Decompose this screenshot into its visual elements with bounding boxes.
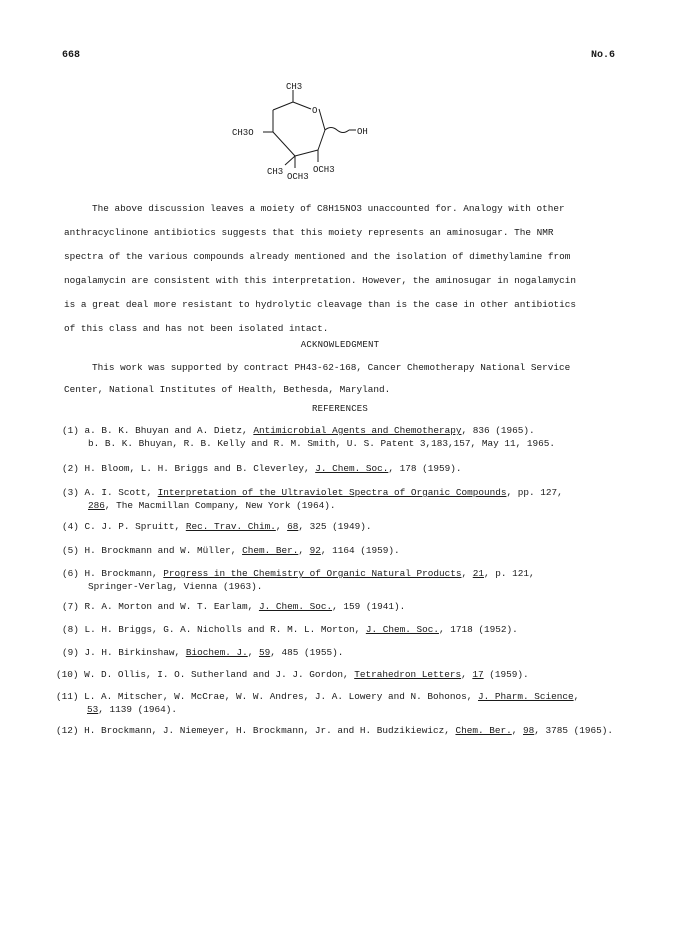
reference-3: (3) A. I. Scott, Interpretation of the Ultraviolet Spectra of Organic Compounds, pp. 127, 286, The Macmillan Company, New York (1964). [62,487,563,511]
reference-journal: Chem. Ber. [242,545,299,556]
bottom-methoxy-right-label: OCH3 [313,165,335,175]
reference-9: (9) J. H. Birkinshaw, Biochem. J., 59, 485 (1955). [62,647,344,658]
reference-journal: Rec. Trav. Chim. [185,521,276,532]
body-line: anthracyclinone antibiotics suggests that this moiety represents an aminosugar. The NMR [64,227,554,238]
acknowledgment-line: Center, National Institutes of Health, Bethesda, Maryland. [64,384,391,395]
reference-title: Progress in the Chemistry of Organic Natural Products [163,568,462,579]
reference-number: (7) [62,601,79,612]
body-line: of this class and has not been isolated intact. [64,323,329,334]
reference-journal: Tetrahedron Letters [354,669,462,680]
body-line: The above discussion leaves a moiety of C8H15NO3 unaccounted for. Analogy with other [92,203,565,214]
reference-number: (1) [62,425,79,436]
reference-number: (11) [56,691,79,702]
reference-number: (8) [62,624,79,635]
reference-8: (8) L. H. Briggs, G. A. Nicholls and R. M. L. Morton, J. Chem. Soc., 1718 (1952). [62,624,518,635]
reference-title: Interpretation of the Ultraviolet Spectra of Organic Compounds [157,487,507,498]
reference-1: (1) a. B. K. Bhuyan and A. Dietz, Antimicrobial Agents and Chemotherapy, 836 (1965). b. B. K. Bhuyan, R. B. Kelly and R. M. Smith, U. S. Patent 3,183,157, May 11, 1965. [62,425,555,449]
reference-journal: J. Chem. Soc. [258,601,333,612]
reference-number: (6) [62,568,79,579]
reference-journal: J. Chem. Soc. [315,463,389,474]
reference-number: (3) [62,487,79,498]
acknowledgment-paragraph [64,357,604,401]
reference-journal: Biochem. J. [185,647,248,658]
body-line: spectra of the various compounds already mentioned and the isolation of dimethylamine from [64,251,571,262]
references-heading: REFERENCES [311,404,368,414]
reference-4: (4) C. J. P. Spruitt, Rec. Trav. Chim., 68, 325 (1949). [62,521,372,532]
reference-10: (10) W. D. Ollis, I. O. Sutherland and J. J. Gordon, Tetrahedron Letters, 17 (1959). [56,669,529,680]
reference-6: (6) H. Brockmann, Progress in the Chemistry of Organic Natural Products, 21, p. 121, Springer-Verlag, Vienna (1963). [62,568,535,592]
reference-number: (5) [62,545,79,556]
reference-journal: J. Pharm. Science [477,691,574,702]
discussion-paragraph [64,197,584,341]
reference-number: (2) [62,463,79,474]
reference-11: (11) L. A. Mitscher, W. McCrae, W. W. Andres, J. A. Lowery and N. Bohonos, J. Pharm. Science, 53, 1139 (1964). [56,691,580,715]
reference-number: (10) [56,669,79,680]
body-line: is a great deal more resistant to hydrolytic cleavage than is the case in other antibiotics [64,299,576,310]
journal-number: No.6 [590,50,615,61]
aminosugar-structure-diagram [215,82,395,182]
reference-number: (12) [56,725,79,736]
reference-2: (2) H. Bloom, L. H. Briggs and B. Cleverley, J. Chem. Soc., 178 (1959). [62,463,462,474]
reference-number: (9) [62,647,79,658]
acknowledgment-line: This work was supported by contract PH43-62-168, Cancer Chemotherapy National Service [92,362,571,373]
ring-oxygen-label: O [312,106,318,116]
ring-bonds [263,90,356,168]
reference-5: (5) H. Brockmann and W. Müller, Chem. Ber., 92, 1164 (1959). [62,545,400,556]
bottom-methoxy-left-label: OCH3 [287,172,309,182]
left-methoxy-label: CH3O [232,128,254,138]
hydroxyl-label: OH [357,127,368,137]
page-number: 668 [62,50,81,61]
reference-7: (7) R. A. Morton and W. T. Earlam, J. Chem. Soc., 159 (1941). [62,601,406,612]
reference-number: (4) [62,521,79,532]
acknowledgment-heading: ACKNOWLEDGMENT [300,340,380,350]
reference-journal: Chem. Ber. [455,725,512,736]
reference-journal: J. Chem. Soc. [365,624,439,635]
reference-title: Antimicrobial Agents and Chemotherapy [253,425,462,436]
reference-12: (12) H. Brockmann, J. Niemeyer, H. Brockmann, Jr. and H. Budzikiewicz, Chem. Ber., 98, 3785 (1965). [56,725,614,736]
top-methyl-label: CH3 [286,82,303,92]
bottom-methyl-label: CH3 [267,167,284,177]
body-line: nogalamycin are consistent with this interpretation. However, the aminosugar in nogalamycin [64,275,576,286]
